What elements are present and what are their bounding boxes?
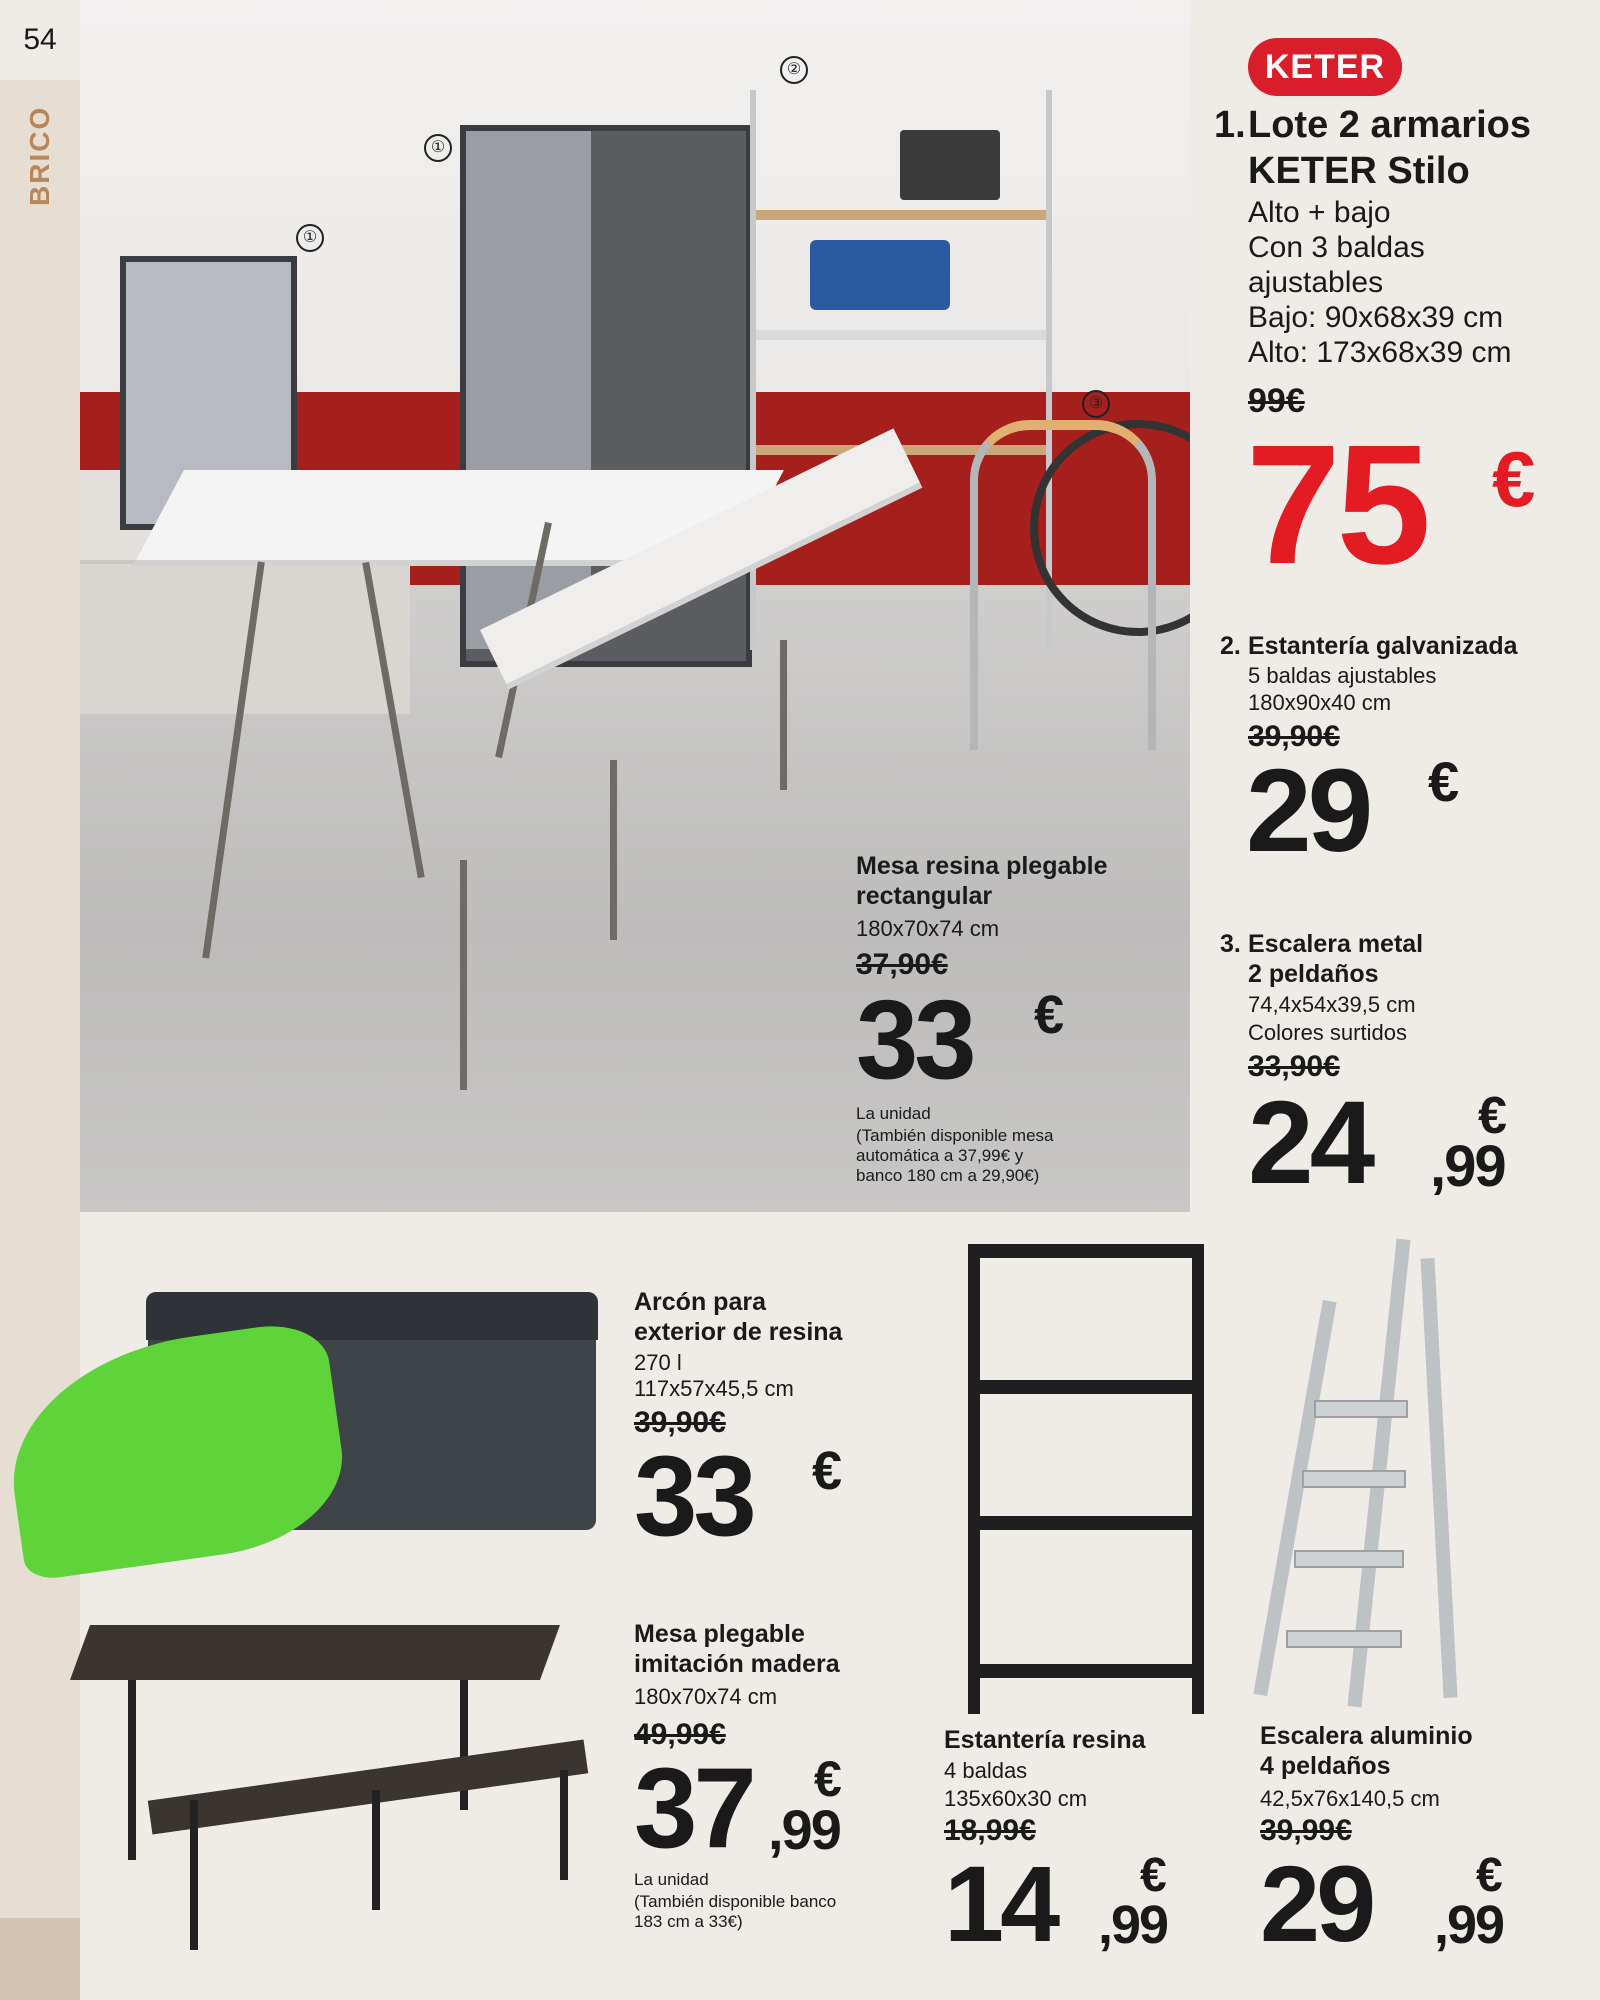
price: 33 bbox=[856, 977, 973, 1102]
bench-leg bbox=[190, 1800, 198, 1950]
bench-leg bbox=[460, 860, 467, 1090]
old-price: 99€ bbox=[1248, 382, 1305, 420]
bench-leg bbox=[610, 760, 617, 940]
section-label: BRICO bbox=[24, 105, 55, 207]
product-detail: 117x57x45,5 cm bbox=[634, 1376, 794, 1401]
product-title: exterior de resina bbox=[634, 1318, 843, 1346]
product-detail: Con 3 baldas bbox=[1248, 231, 1425, 264]
product-detail: 4 baldas bbox=[944, 1758, 1028, 1783]
old-price: 49,99€ bbox=[634, 1718, 726, 1751]
product-title: Mesa plegable bbox=[634, 1620, 805, 1648]
product-title: 2 peldaños bbox=[1248, 960, 1379, 988]
product-title: Lote 2 armarios bbox=[1248, 104, 1531, 146]
shelf-board bbox=[980, 1380, 1192, 1394]
product-title: KETER Stilo bbox=[1248, 150, 1470, 192]
shelf-board bbox=[980, 1664, 1192, 1678]
price: 14 bbox=[944, 1843, 1057, 1964]
product-number: 2. bbox=[1220, 632, 1241, 660]
price-currency: € bbox=[1476, 1849, 1503, 1902]
old-price: 39,99€ bbox=[1260, 1814, 1352, 1847]
ladder-step bbox=[1294, 1550, 1404, 1568]
bench-leg bbox=[372, 1790, 380, 1910]
ladder-rail bbox=[1420, 1258, 1457, 1698]
marker-3: ③ bbox=[1082, 390, 1110, 418]
shelf-board bbox=[756, 210, 1046, 220]
old-price: 18,99€ bbox=[944, 1814, 1036, 1847]
shelf-board bbox=[980, 1516, 1192, 1530]
product-title: rectangular bbox=[856, 882, 993, 910]
product-title: Estantería resina bbox=[944, 1726, 1146, 1754]
product-detail: 180x70x74 cm bbox=[856, 916, 1000, 941]
wood-table-image bbox=[70, 1625, 560, 1680]
product-detail: 5 baldas ajustables bbox=[1248, 663, 1437, 688]
price-currency: € bbox=[814, 1751, 842, 1807]
sidebar bbox=[0, 0, 80, 2000]
toolcase-image bbox=[900, 130, 1000, 200]
resin-shelf-image bbox=[968, 1244, 1204, 1714]
product-detail: ajustables bbox=[1248, 266, 1384, 299]
ladder-step bbox=[1302, 1470, 1406, 1488]
product-detail: 180x70x74 cm bbox=[634, 1684, 778, 1709]
old-price: 37,90€ bbox=[856, 948, 948, 981]
shelf-board bbox=[756, 330, 1046, 340]
price: 37 bbox=[634, 1745, 753, 1872]
product-note: 183 cm a 33€) bbox=[634, 1912, 743, 1931]
price: 24 bbox=[1248, 1077, 1372, 1209]
product-title: imitación madera bbox=[634, 1650, 840, 1678]
price-currency: € bbox=[1428, 750, 1460, 813]
product-detail: 42,5x76x140,5 cm bbox=[1260, 1786, 1440, 1811]
product-title: 4 peldaños bbox=[1260, 1752, 1391, 1780]
price: 33 bbox=[634, 1433, 753, 1560]
price-cents: ,99 bbox=[1098, 1895, 1168, 1955]
marker-1: ① bbox=[424, 134, 452, 162]
product-detail: 135x60x30 cm bbox=[944, 1786, 1088, 1811]
price-currency: € bbox=[1478, 1087, 1507, 1145]
product-title: Estantería galvanizada bbox=[1248, 632, 1518, 660]
price: 75 bbox=[1246, 410, 1428, 600]
bench-leg bbox=[780, 640, 787, 790]
product-note: (También disponible mesa bbox=[856, 1126, 1054, 1145]
price-currency: € bbox=[1492, 435, 1536, 523]
shelf-board bbox=[980, 1244, 1192, 1258]
price-cents: ,99 bbox=[1430, 1134, 1505, 1199]
wood-bench-image bbox=[148, 1740, 588, 1835]
bench-leg bbox=[560, 1770, 568, 1880]
product-detail: 270 l bbox=[634, 1350, 682, 1375]
product-number: 1. bbox=[1214, 104, 1246, 146]
marker-2: ② bbox=[780, 56, 808, 84]
product-note: La unidad bbox=[634, 1870, 709, 1889]
price: 29 bbox=[1246, 745, 1370, 877]
product-note: (También disponible banco bbox=[634, 1892, 837, 1911]
ladder-step bbox=[1286, 1630, 1402, 1648]
product-detail: 74,4x54x39,5 cm bbox=[1248, 992, 1416, 1017]
product-detail: Bajo: 90x68x39 cm bbox=[1248, 301, 1504, 334]
price-currency: € bbox=[812, 1441, 843, 1501]
product-detail: Alto + bajo bbox=[1248, 196, 1391, 229]
garage-photo bbox=[80, 0, 1190, 1212]
old-price: 33,90€ bbox=[1248, 1050, 1340, 1083]
price-cents: ,99 bbox=[1434, 1895, 1504, 1955]
price-currency: € bbox=[1140, 1849, 1167, 1902]
product-number: 3. bbox=[1220, 930, 1241, 958]
price-currency: € bbox=[1034, 985, 1065, 1045]
product-note: automática a 37,99€ y bbox=[856, 1146, 1024, 1165]
product-detail: 180x90x40 cm bbox=[1248, 690, 1392, 715]
product-title: Arcón para bbox=[634, 1288, 766, 1316]
ladder-step bbox=[1314, 1400, 1408, 1418]
tall-cabinet-door bbox=[466, 131, 591, 649]
product-note: banco 180 cm a 29,90€) bbox=[856, 1166, 1040, 1185]
old-price: 39,90€ bbox=[634, 1406, 726, 1439]
product-detail: Colores surtidos bbox=[1248, 1020, 1407, 1045]
table-leg bbox=[128, 1680, 136, 1860]
toolbox-image bbox=[810, 240, 950, 310]
price-cents: ,99 bbox=[768, 1798, 840, 1861]
product-detail: Alto: 173x68x39 cm bbox=[1248, 336, 1512, 369]
price: 29 bbox=[1260, 1843, 1373, 1964]
product-title: Escalera aluminio bbox=[1260, 1722, 1473, 1750]
sidebar-footer-block bbox=[0, 1918, 80, 2000]
old-price: 39,90€ bbox=[1248, 720, 1340, 753]
aluminium-ladder-image bbox=[1272, 1238, 1442, 1708]
page-number: 54 bbox=[0, 0, 80, 80]
marker-1: ① bbox=[296, 224, 324, 252]
product-title: Escalera metal bbox=[1248, 930, 1424, 958]
metal-ladder-image bbox=[970, 420, 1156, 750]
keter-logo: KETER bbox=[1248, 38, 1402, 96]
product-note: La unidad bbox=[856, 1104, 931, 1123]
product-title: Mesa resina plegable bbox=[856, 852, 1108, 880]
